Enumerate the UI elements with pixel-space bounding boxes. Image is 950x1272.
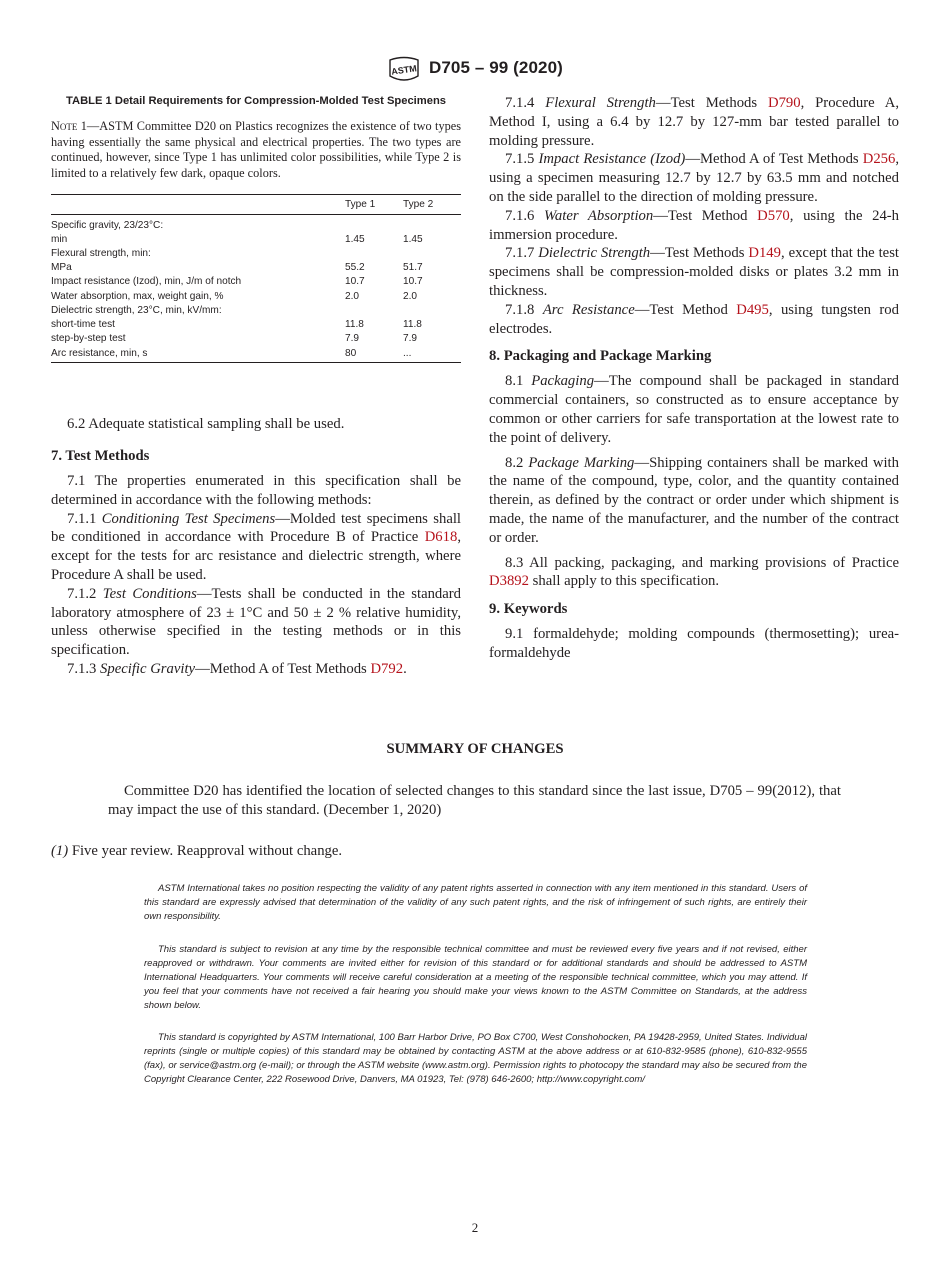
- paragraph-text: —Test Method: [634, 301, 737, 318]
- summary-of-changes-title: SUMMARY OF CHANGES: [386, 741, 564, 757]
- section-7-1-2-paragraph: [51, 585, 461, 660]
- table-cell-label: min: [51, 233, 68, 245]
- table-row: [51, 261, 461, 275]
- copyright-notice: This standard is copyrighted by ASTM International, 100 Barr Harbor Drive, PO Box C700, West Conshohocken, PA 19428-2959, United States. Individual reprints (single or multiple copies) of this standard may be obtained by contacting ASTM at the above address or at 610-832-9585 (phone), 610-832-9555 (fax), or service@astm.org (e-mail); or through the ASTM website (www.astm.org). Permission rights to photocopy the standard may also be secured from the Copyright Clearance Center, 222 Rosewood Drive, Danvers, MA 01923, Tel: (978) 646-2600; http://www.copyright.com/: [144, 1032, 807, 1085]
- paragraph-title: Impact Resistance (Izod): [538, 151, 686, 168]
- right-column: [489, 94, 899, 663]
- d790-link[interactable]: D790: [767, 95, 801, 111]
- paragraph-number: 7.1.2: [67, 585, 103, 602]
- table1-note-label: Note 1: [51, 119, 87, 133]
- table-row: [51, 247, 461, 261]
- table-cell-type2: 7.9: [403, 333, 418, 345]
- paragraph-text: 8.3 All packing, packaging, and marking provisions of Practice: [505, 554, 899, 571]
- table-row: [51, 275, 461, 289]
- table1-header-type1: Type 1: [345, 194, 403, 214]
- table-cell-type1: 55.2: [345, 262, 365, 274]
- paragraph-title: Packaging: [531, 373, 595, 390]
- paragraph-number: 8.1: [505, 373, 532, 390]
- paragraph-text: , Procedure A, Method I, using a 6.4 by 12.7 by 127-mm bar tested parallel to molding pressure.: [489, 95, 899, 149]
- paragraph-title: Arc Resistance: [542, 301, 635, 318]
- table-cell-type2: 1.45: [403, 233, 423, 245]
- paragraph-title: Test Conditions: [102, 585, 197, 602]
- astm-logo-icon: [384, 56, 424, 84]
- paragraph-number: 7.1.4: [505, 95, 546, 111]
- paragraph-text: —Test Method: [653, 207, 758, 224]
- table-cell-type2: ...: [403, 347, 461, 363]
- table-cell-label: Flexural strength, min:: [51, 248, 151, 260]
- paragraph-text: —Tests shall be conducted in the standard laboratory atmosphere of 23 ± 1°C and 50 ± 2 % relative humidity, unless otherwise specified in the testing methods or in this specification.: [51, 585, 462, 659]
- paragraph-number: 7.1.3: [67, 660, 101, 677]
- d792-link[interactable]: D792: [370, 660, 404, 677]
- paragraph-number: 7.1.6: [505, 207, 545, 224]
- table-cell-label: MPa: [51, 262, 72, 274]
- table-cell-label: Specific gravity, 23/23°C:: [51, 219, 164, 231]
- table1-note: [51, 119, 461, 181]
- table-cell-type1: [345, 247, 403, 261]
- paragraph-text: , using the 24-h immersion procedure.: [489, 207, 900, 243]
- astm-logo-text: ASTM: [390, 63, 418, 77]
- d570-link[interactable]: D570: [757, 207, 790, 224]
- section-8-2-paragraph: [489, 454, 899, 548]
- paragraph-text: —Molded test specimens shall be conditioned in accordance with Procedure B of Practice: [51, 510, 462, 546]
- paragraph-text: —Shipping containers shall be marked with the name of the compound, type, color, and the quantity contained therein, as defined by the contract or order under which shipment is made, the name of the manufacturer, and the number of the contract or order.: [489, 454, 899, 546]
- d149-link[interactable]: D149: [748, 245, 781, 262]
- table1-note-text: —ASTM Committee D20 on Plastics recognizes the existence of two types having essentially the same physical and electrical properties. The two types are continued, however, since Type 1 has unlimited color possibilities, while Type 2 is limited to a relatively few dark, opaque colors.: [51, 119, 461, 180]
- table-cell-type2: [403, 304, 461, 318]
- table-cell-type1: 7.9: [345, 333, 360, 345]
- paragraph-title: Conditioning Test Specimens: [101, 510, 276, 527]
- table1-header-property: [51, 194, 345, 214]
- section-7-1-7-paragraph: [489, 244, 899, 300]
- paragraph-number: 8.2: [505, 454, 529, 471]
- table-row: [51, 332, 461, 346]
- section-7-heading: 7. Test Methods: [51, 448, 150, 464]
- section-6-2-paragraph: 6.2 Adequate statistical sampling shall be used.: [67, 416, 345, 432]
- page-number: 2: [471, 1220, 479, 1235]
- table-cell-label: Arc resistance, min, s: [51, 347, 345, 363]
- summary-item: [51, 842, 901, 861]
- paragraph-number: 7.1.8: [505, 301, 543, 318]
- document-designation: D705 – 99 (2020): [429, 58, 563, 77]
- summary-of-changes-body: [108, 782, 841, 820]
- section-9-1-paragraph: 9.1 formaldehyde; molding compounds (thermosetting); urea-formaldehyde: [489, 626, 899, 661]
- table-cell-type2: 10.7: [403, 276, 423, 288]
- d3892-link[interactable]: D3892: [489, 573, 529, 590]
- paragraph-title: Dielectric Strength: [538, 245, 651, 262]
- section-9-heading: 9. Keywords: [489, 601, 568, 618]
- section-7-1-4-paragraph: [489, 94, 899, 150]
- section-8-1-paragraph: [489, 372, 899, 447]
- table-cell-type1: 80: [345, 347, 403, 363]
- table-cell-label: short-time test: [51, 319, 115, 331]
- table-cell-type2: 11.8: [403, 319, 422, 331]
- table-row: [51, 318, 461, 332]
- table-cell-label: Impact resistance (Izod), min, J/m of notch: [51, 276, 242, 288]
- d256-link[interactable]: D256: [862, 151, 896, 168]
- summary-item-number: (1): [51, 843, 69, 859]
- table-cell-type2: 2.0: [403, 290, 418, 302]
- table-cell-type1: 11.8: [345, 319, 364, 331]
- paragraph-text: —Method A of Test Methods: [195, 660, 371, 677]
- table-cell-label: Water absorption, max, weight gain, %: [51, 290, 224, 302]
- paragraph-text: , except for the tests for arc resistance and dielectric strength, where Procedure A shall be used.: [51, 529, 461, 583]
- table-cell-type1: 1.45: [345, 233, 365, 245]
- paragraph-text: —Test Methods: [650, 245, 749, 262]
- table-row: [51, 347, 461, 363]
- paragraph-number: 7.1.7: [505, 245, 539, 262]
- d495-link[interactable]: D495: [736, 301, 769, 318]
- d618-link[interactable]: D618: [424, 529, 458, 546]
- section-7-1-5-paragraph: [489, 150, 899, 206]
- table-cell-type1: [345, 304, 403, 318]
- paragraph-title: Package Marking: [528, 454, 635, 471]
- table-cell-label: step-by-step test: [51, 333, 126, 345]
- table1-header-row: [51, 194, 461, 214]
- table-row: [51, 290, 461, 304]
- paragraph-text: , using tungsten rod electrodes.: [489, 301, 899, 337]
- paragraph-text: , except that the test specimens shall be compression-molded disks or plates 3.2 mm in thickness.: [489, 245, 899, 299]
- table1-title: TABLE 1 Detail Requirements for Compression-Molded Test Specimens: [65, 95, 447, 107]
- paragraph-number: 7.1.1: [67, 510, 102, 527]
- section-7-body: [51, 472, 461, 679]
- table1: [51, 194, 461, 363]
- table-row: [51, 214, 461, 233]
- summary-paragraph: Committee D20 has identified the location of selected changes to this standard since the last issue, D705 – 99(2012), that may impact the use of this standard. (December 1, 2020): [108, 783, 841, 818]
- paragraph-title: Specific Gravity: [100, 660, 196, 677]
- table-cell-type2: 51.7: [403, 262, 423, 274]
- revision-notice: This standard is subject to revision at any time by the responsible technical committee and must be reviewed every five years and if not revised, either reapproved or withdrawn. Your comments are invited either for revision of this standard or for additional standards and should be addressed to ASTM International Headquarters. Your comments will receive careful consideration at a meeting of the responsible technical committee, which you may attend. If you feel that your comments have not received a fair hearing you should make your views known to the ASTM Committee on Standards, at the address shown below.: [144, 944, 807, 1011]
- table-cell-label: Dielectric strength, 23°C, min, kV/mm:: [51, 304, 222, 316]
- paragraph-text: —Method A of Test Methods: [685, 151, 863, 168]
- table1-block: [51, 94, 461, 363]
- section-7-1-1-paragraph: [51, 510, 461, 585]
- paragraph-text: .: [403, 660, 407, 677]
- table1-header-type2: Type 2: [403, 194, 461, 214]
- paragraph-text: , using a specimen measuring 12.7 by 12.7 by 63.5 mm and notched on the side parallel to the direction of molding pressure.: [489, 151, 900, 205]
- summary-item-text: Five year review. Reapproval without change.: [68, 843, 343, 859]
- paragraph-title: Water Absorption: [544, 207, 654, 224]
- section-8-3-paragraph: [489, 554, 899, 592]
- paragraph-text: —Test Methods: [655, 95, 768, 111]
- paragraph-text: shall apply to this specification.: [528, 573, 720, 590]
- patent-disclaimer: ASTM International takes no position respecting the validity of any patent rights asserted in connection with any item mentioned in this standard. Users of this standard are expressly advised that determination of the validity of any such patent rights, and the risk of infringement of such rights, are entirely their own responsibility.: [144, 883, 807, 922]
- section-7-1-paragraph: 7.1 The properties enumerated in this specification shall be determined in accordance with the following methods:: [51, 473, 461, 508]
- paragraph-title: Flexural Strength: [545, 95, 656, 111]
- section-7-1-3-paragraph: [51, 660, 461, 679]
- table-row: [51, 233, 461, 247]
- table-cell-type1: 10.7: [345, 276, 365, 288]
- paragraph-text: —The compound shall be packaged in standard commercial containers, so constructed as to ensure acceptance by common or other carriers for safe transportation at the lowest rate to the point of delivery.: [489, 373, 900, 446]
- table-cell-type2: [403, 247, 461, 261]
- table-cell-type1: [345, 214, 403, 233]
- table-row: [51, 304, 461, 318]
- section-7-1-8-paragraph: [489, 301, 899, 339]
- table-cell-type2: [403, 214, 461, 233]
- section-7-1-6-paragraph: [489, 207, 899, 245]
- paragraph-number: 7.1.5: [505, 151, 539, 168]
- table-cell-type1: 2.0: [345, 290, 360, 302]
- page-header: [0, 56, 950, 84]
- section-8-heading: 8. Packaging and Package Marking: [489, 348, 712, 365]
